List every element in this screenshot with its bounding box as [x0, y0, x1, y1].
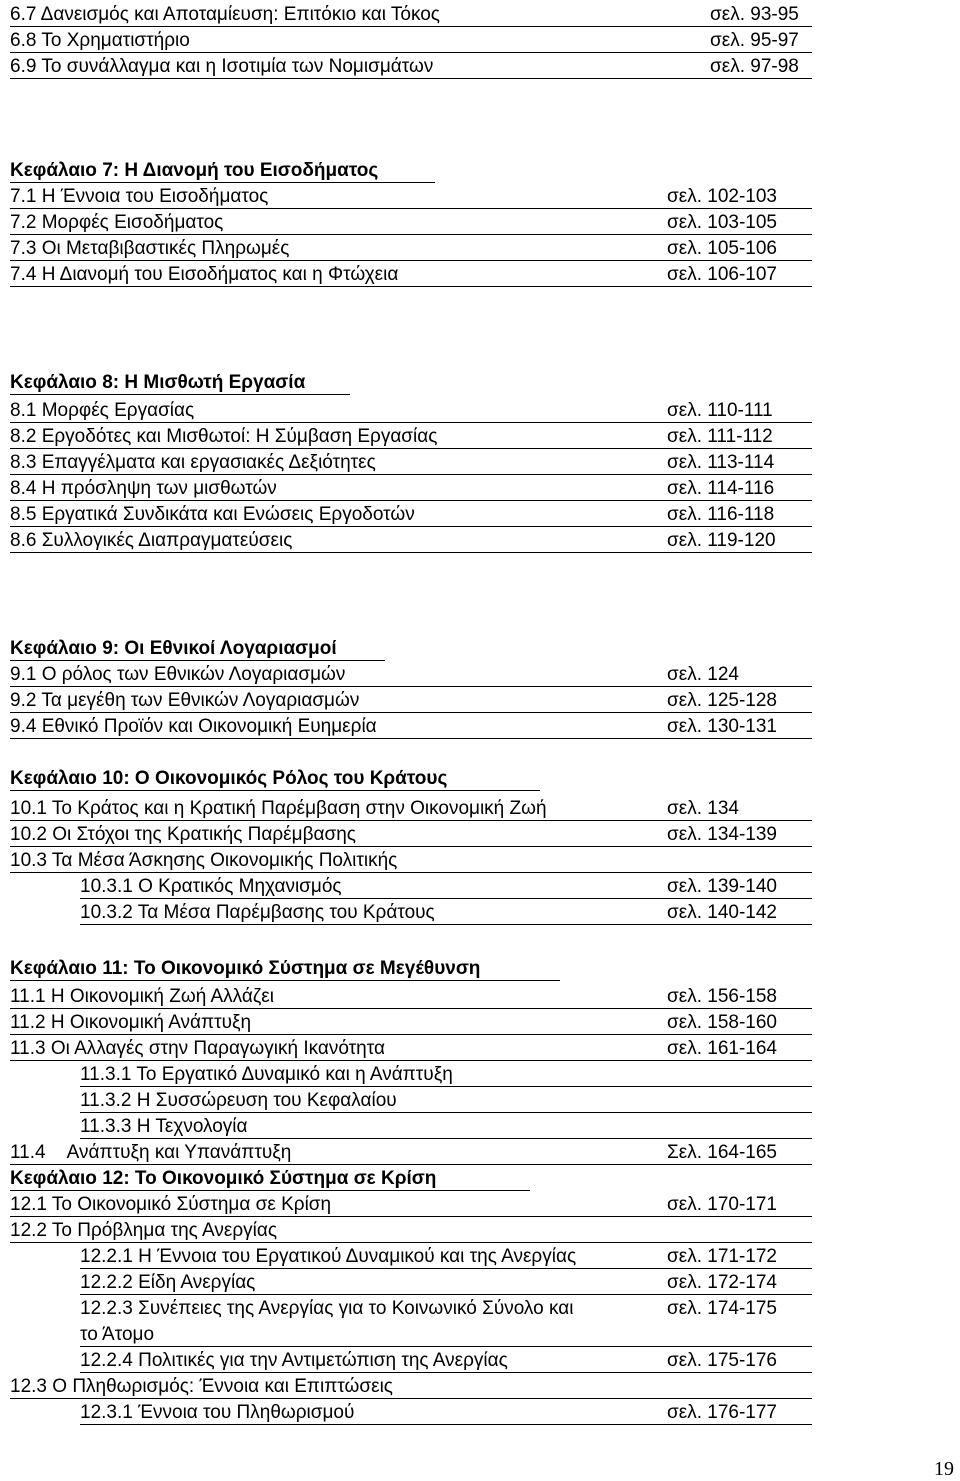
toc-entry-title: 8.1 Μορφές Εργασίας [10, 400, 195, 421]
toc-entry-title: 12.2 Το Πρόβλημα της Ανεργίας [10, 1220, 278, 1241]
entry-underline [10, 552, 812, 553]
entry-underline [10, 26, 812, 27]
entry-underline [10, 500, 812, 501]
toc-entry-title: 12.2.4 Πολιτικές για την Αντιμετώπιση της Ανεργίας [80, 1350, 508, 1371]
toc-entry-page: σελ. 106-107 [667, 264, 777, 285]
toc-entry-page: σελ. 114-116 [667, 478, 775, 499]
toc-entry-page: σελ. 103-105 [667, 212, 777, 233]
entry-underline [10, 1008, 812, 1009]
toc-entry-page: σελ. 110-111 [667, 400, 773, 421]
toc-entry-page: σελ. 97-98 [710, 56, 799, 77]
toc-entry-title: 11.3.1 Το Εργατικό Δυναμικό και η Ανάπτυξη [80, 1064, 453, 1085]
chapter-heading-text: Κεφάλαιο 12: Το Οικονομικό Σύστημα σε Κρίση [10, 1168, 437, 1189]
toc-entry-title-continued: το Άτομο [80, 1324, 155, 1345]
entry-underline [10, 1060, 812, 1061]
chapter-heading-text: Κεφάλαιο 7: Η Διανομή του Εισοδήματος [10, 160, 379, 181]
heading-underline [10, 394, 350, 395]
toc-entry-title: 12.3 Ο Πληθωρισμός: Έννοια και Επιπτώσεις [10, 1376, 393, 1397]
entry-underline [80, 1424, 812, 1425]
entry-underline [10, 78, 812, 79]
toc-entry-title: 8.5 Εργατικά Συνδικάτα και Ενώσεις Εργοδοτών [10, 504, 415, 525]
toc-entry-title: 8.4 Η πρόσληψη των μισθωτών [10, 478, 277, 499]
toc-entry-title: 7.3 Οι Μεταβιβαστικές Πληρωμές [10, 238, 290, 259]
toc-entry-title: 8.3 Επαγγέλματα και εργασιακές Δεξιότητες [10, 452, 376, 473]
toc-entry-title: 8.2 Εργοδότες και Μισθωτοί: Η Σύμβαση Εργασίας [10, 426, 438, 447]
toc-entry-page: σελ. 134 [667, 798, 739, 819]
toc-entry-title: 12.2.3 Συνέπειες της Ανεργίας για το Κοινωνικό Σύνολο και [80, 1298, 574, 1319]
toc-entry-page: σελ. 119-120 [667, 530, 776, 551]
toc-entry-page: σελ. 171-172 [667, 1246, 777, 1267]
toc-entry-title: 11.1 Η Οικονομική Ζωή Αλλάζει [10, 986, 274, 1007]
toc-entry-page: σελ. 116-118 [667, 504, 775, 525]
toc-entry-title: 7.2 Μορφές Εισοδήματος [10, 212, 224, 233]
toc-entry-title: 7.4 Η Διανομή του Εισοδήματος και η Φτώχεια [10, 264, 399, 285]
entry-underline [10, 286, 812, 287]
toc-entry-page: σελ. 130-131 [667, 716, 777, 737]
entry-underline [10, 1164, 812, 1165]
entry-underline [80, 1112, 812, 1113]
toc-entry-page: σελ. 158-160 [667, 1012, 777, 1033]
toc-entry-title: 6.7 Δανεισμός και Αποταμίευση: Επιτόκιο και Τόκος [10, 4, 440, 25]
toc-entry-title: 11.2 Η Οικονομική Ανάπτυξη [10, 1012, 252, 1033]
entry-underline [10, 448, 812, 449]
entry-underline [10, 738, 812, 739]
toc-entry-title: 6.9 Το συνάλλαγμα και η Ισοτιμία των Νομισμάτων [10, 56, 434, 77]
toc-entry-title: 8.6 Συλλογικές Διαπραγματεύσεις [10, 530, 293, 551]
entry-underline [10, 474, 812, 475]
entry-underline [80, 898, 812, 899]
heading-underline [10, 1190, 530, 1191]
entry-underline [10, 208, 812, 209]
heading-underline [10, 790, 540, 791]
chapter-heading-text: Κεφάλαιο 9: Οι Εθνικοί Λογαριασμοί [10, 638, 337, 659]
toc-entry-page: Σελ. 164-165 [667, 1142, 778, 1163]
heading-underline [10, 660, 385, 661]
entry-underline [10, 260, 812, 261]
entry-underline [10, 1216, 812, 1217]
toc-entry[interactable] [0, 1298, 960, 1345]
entry-underline [10, 526, 812, 527]
entry-underline [10, 872, 812, 873]
entry-underline [10, 846, 812, 847]
toc-entry-page: σελ. 125-128 [667, 690, 777, 711]
entry-underline [80, 1086, 812, 1087]
entry-underline [80, 1138, 812, 1139]
toc-entry-title: 10.3.2 Τα Μέσα Παρέμβασης του Κράτους [80, 902, 435, 923]
entry-underline [10, 1242, 812, 1243]
toc-entry-title: 10.2 Οι Στόχοι της Κρατικής Παρέμβασης [10, 824, 356, 845]
toc-entry-title: 11.3.3 Η Τεχνολογία [80, 1116, 248, 1137]
entry-underline [80, 1294, 812, 1295]
toc-entry-page: σελ. 105-106 [667, 238, 777, 259]
toc-entry-page: σελ. 124 [667, 664, 739, 685]
toc-entry-page: σελ. 134-139 [667, 824, 777, 845]
toc-entry-page: σελ. 102-103 [667, 186, 777, 207]
toc-entry-page: σελ. 111-112 [667, 426, 773, 447]
toc-entry-title: 10.1 Το Κράτος και η Κρατική Παρέμβαση στην Οικονομική Ζωή [10, 798, 547, 819]
toc-entry-page: σελ. 170-171 [667, 1194, 777, 1215]
toc-entry-title: 12.3.1 Έννοια του Πληθωρισμού [80, 1402, 355, 1423]
entry-underline [80, 1346, 812, 1347]
entry-underline [10, 686, 812, 687]
toc-entry-title: 11.3.2 Η Συσσώρευση του Κεφαλαίου [80, 1090, 397, 1111]
chapter-heading-text: Κεφάλαιο 11: Το Οικονομικό Σύστημα σε Μεγέθυνση [10, 958, 481, 979]
page-number: 19 [934, 1458, 954, 1480]
toc-entry-title: 6.8 Το Χρηματιστήριο [10, 30, 190, 51]
toc-entry-page: σελ. 140-142 [667, 902, 777, 923]
heading-underline [10, 980, 560, 981]
toc-entry-title: 9.1 Ο ρόλος των Εθνικών Λογαριασμών [10, 664, 346, 685]
chapter-heading-text: Κεφάλαιο 8: Η Μισθωτή Εργασία [10, 372, 306, 393]
entry-underline [10, 52, 812, 53]
toc-entry-title: 12.2.2 Είδη Ανεργίας [80, 1272, 256, 1293]
toc-entry-page: σελ. 156-158 [667, 986, 777, 1007]
toc-entry-page: σελ. 176-177 [667, 1402, 777, 1423]
toc-entry-page: σελ. 174-175 [667, 1298, 777, 1319]
toc-entry-title: 7.1 Η Έννοια του Εισοδήματος [10, 186, 269, 207]
entry-underline [10, 1034, 812, 1035]
toc-entry-page: σελ. 175-176 [667, 1350, 777, 1371]
toc-entry-title: 9.4 Εθνικό Προϊόν και Οικονομική Ευημερία [10, 716, 377, 737]
entry-underline [10, 820, 812, 821]
toc-entry-title: 12.1 Το Οικονομικό Σύστημα σε Κρίση [10, 1194, 332, 1215]
toc-entry-page: σελ. 93-95 [710, 4, 799, 25]
toc-entry-page: σελ. 161-164 [667, 1038, 777, 1059]
toc-entry-page: σελ. 95-97 [710, 30, 799, 51]
heading-underline [10, 182, 435, 183]
toc-entry-title: 10.3.1 Ο Κρατικός Μηχανισμός [80, 876, 342, 897]
toc-entry-title: 11.3 Οι Αλλαγές στην Παραγωγική Ικανότητα [10, 1038, 385, 1059]
entry-underline [80, 924, 812, 925]
toc-entry-page: σελ. 172-174 [667, 1272, 777, 1293]
entry-underline [10, 1398, 812, 1399]
toc-entry-page: σελ. 113-114 [667, 452, 775, 473]
entry-underline [10, 422, 812, 423]
entry-underline [10, 234, 812, 235]
toc-entry-title: 12.2.1 Η Έννοια του Εργατικού Δυναμικού και της Ανεργίας [80, 1246, 577, 1267]
toc-entry-title: 9.2 Τα μεγέθη των Εθνικών Λογαριασμών [10, 690, 360, 711]
entry-underline [80, 1268, 812, 1269]
entry-underline [10, 712, 812, 713]
chapter-heading-text: Κεφάλαιο 10: Ο Οικονομικός Ρόλος του Κράτους [10, 768, 448, 789]
toc-entry-page: σελ. 139-140 [667, 876, 777, 897]
toc-entry-title: 10.3 Τα Μέσα Άσκησης Οικονομικής Πολιτικής [10, 850, 398, 871]
toc-entry-title: 11.4 Ανάπτυξη και Υπανάπτυξη [10, 1142, 292, 1163]
entry-underline [80, 1372, 812, 1373]
